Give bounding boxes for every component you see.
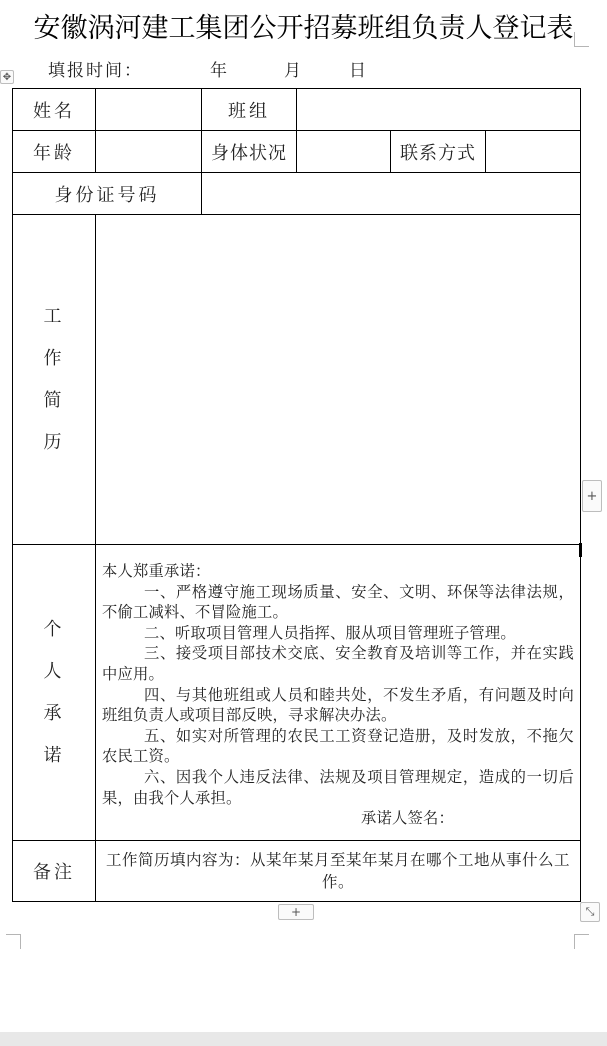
- document-title: 安徽涡河建工集团公开招募班组负责人登记表: [33, 13, 574, 44]
- pledge-char: 个: [43, 618, 65, 640]
- crop-mark-bottom-right: [574, 934, 589, 949]
- pledge-char: 人: [43, 660, 65, 682]
- pledge-label-cell: [13, 545, 96, 841]
- text-cursor: [579, 543, 582, 557]
- work-history-char: 简: [43, 389, 65, 411]
- pledge-char: 诺: [43, 744, 65, 766]
- health-label-cell: [202, 131, 297, 173]
- table-resize-handle-icon[interactable]: ⤡: [580, 902, 600, 922]
- team-label-cell: [202, 89, 297, 131]
- pledge-item: 四、与其他班组或人员和睦共处，不发生矛盾，有问题及时向班组负责人或项目部反映，寻求解决办法。: [102, 685, 574, 725]
- work-history-char: 历: [43, 431, 65, 453]
- pledge-item: 六、因我个人违反法律、法规及项目管理规定，造成的一切后果，由我个人承担。: [102, 767, 574, 807]
- pledge-char: 承: [43, 702, 65, 724]
- team-label: 班组: [228, 100, 270, 122]
- pledge-intro: 本人郑重承诺：: [102, 562, 211, 580]
- age-label: 年龄: [33, 142, 75, 164]
- name-label: 姓名: [33, 100, 75, 122]
- add-row-button[interactable]: +: [278, 904, 314, 920]
- date-month: 月: [284, 61, 303, 81]
- pledge-item: 一、严格遵守施工现场质量、安全、文明、环保等法律法规，不偷工减料、不冒险施工。: [102, 582, 574, 622]
- remarks-text: 工作简历填内容为：从某年某月至某年某月在哪个工地从事什么工作。: [105, 851, 570, 891]
- remarks-label: 备注: [33, 862, 75, 883]
- contact-label: 联系方式: [400, 142, 476, 164]
- work-history-char: 工: [43, 305, 65, 327]
- pledge-content-cell[interactable]: [96, 545, 580, 841]
- date-label: 填报时间：: [48, 61, 143, 81]
- registration-table: [12, 88, 581, 902]
- health-input-cell[interactable]: [297, 131, 391, 173]
- table-move-handle-icon[interactable]: ✥: [0, 70, 14, 84]
- age-input-cell[interactable]: [96, 131, 202, 173]
- date-year: 年: [210, 61, 229, 81]
- contact-label-cell: [391, 131, 486, 173]
- name-input-cell[interactable]: [96, 89, 202, 131]
- work-history-input-cell[interactable]: [96, 215, 580, 545]
- id-label: 身份证号码: [54, 184, 160, 206]
- id-label-cell: [13, 173, 202, 215]
- date-day: 日: [349, 61, 368, 81]
- team-input-cell[interactable]: [297, 89, 580, 131]
- age-label-cell: [13, 131, 96, 173]
- crop-mark-bottom-left: [6, 934, 21, 949]
- remarks-content-cell[interactable]: [96, 841, 580, 901]
- health-label: 身体状况: [211, 142, 287, 164]
- pledge-item: 三、接受项目部技术交底、安全教育及培训等工作，并在实践中应用。: [102, 644, 574, 683]
- status-bar: [0, 1032, 607, 1046]
- id-input-cell[interactable]: [202, 173, 580, 215]
- pledge-signature-label: 承诺人签名：: [361, 809, 454, 828]
- remarks-label-cell: [13, 841, 96, 901]
- work-history-char: 作: [43, 347, 65, 369]
- add-column-button[interactable]: +: [582, 480, 602, 512]
- work-history-label-cell: [13, 215, 96, 545]
- pledge-item: 五、如实对所管理的农民工工资登记造册，及时发放，不拖欠农民工资。: [102, 726, 574, 766]
- contact-input-cell[interactable]: [486, 131, 580, 173]
- pledge-item: 二、听取项目管理人员指挥、服从项目管理班子管理。: [144, 623, 516, 642]
- name-label-cell: [13, 89, 96, 131]
